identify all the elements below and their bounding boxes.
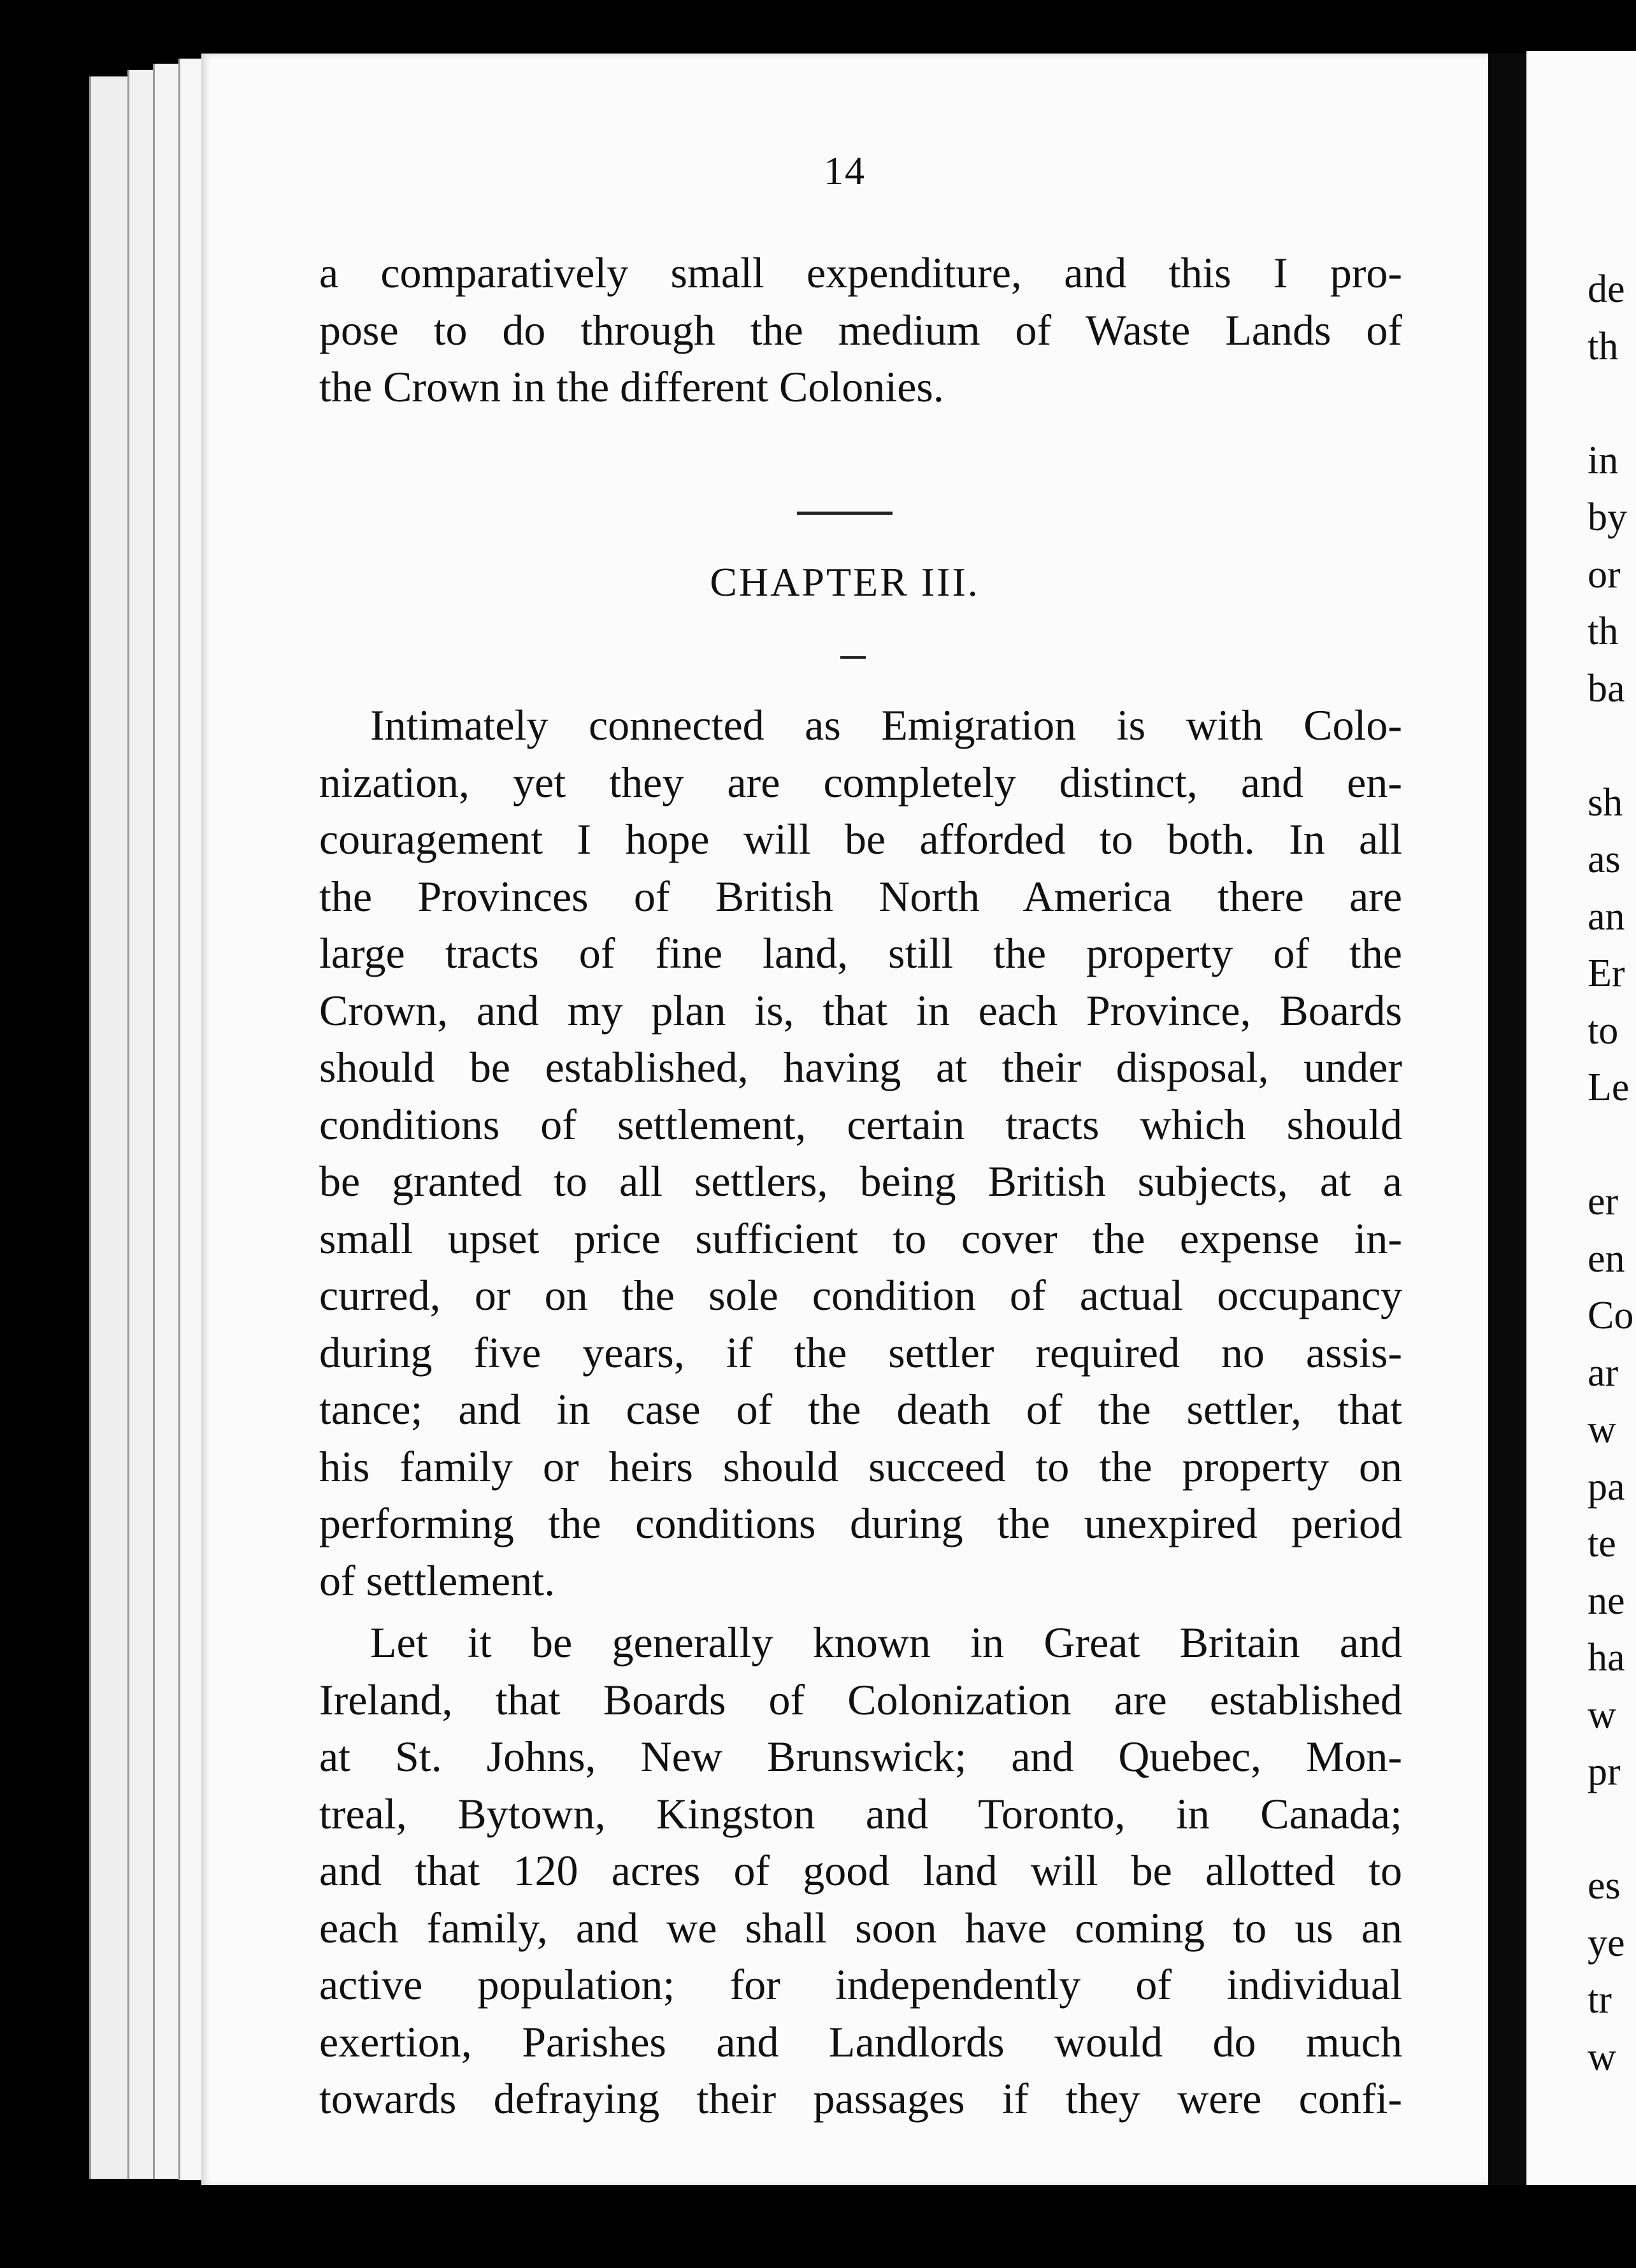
next-page-line-fragment: th: [1588, 610, 1619, 653]
next-page-line-fragment: Le: [1588, 1066, 1630, 1109]
text-line: should be established, having at their disposal, under: [319, 1043, 1402, 1091]
next-page-line-fragment: w: [1588, 1408, 1616, 1451]
page-number: 14: [824, 150, 866, 193]
text-line: exertion, Parishes and Landlords would do much: [319, 2017, 1402, 2066]
next-page-line-fragment: de: [1588, 268, 1625, 311]
text-line: curred, or on the sole condition of actual occupancy: [319, 1271, 1402, 1319]
page-edge: [153, 64, 180, 2179]
chapter-rule-top: [797, 512, 893, 515]
next-page-line-fragment: by: [1588, 496, 1627, 539]
next-page-line-fragment: w: [1588, 1693, 1616, 1737]
next-page-line-fragment: [1588, 375, 1633, 433]
next-page-line-fragment: sh: [1588, 780, 1623, 824]
next-page-line-fragment: [1588, 1117, 1633, 1174]
text-line: small upset price sufficient to cover the expense in-: [319, 1214, 1402, 1263]
next-page-line-fragment: ne: [1588, 1579, 1625, 1623]
text-line: the Crown in the different Colonies.: [319, 362, 944, 411]
text-line: performing the conditions during the unexpired period: [319, 1499, 1402, 1547]
next-page-line-fragment: or: [1588, 552, 1621, 596]
page-edge: [89, 76, 129, 2179]
text-line: at St. Johns, New Brunswick; and Quebec, Mon-: [319, 1732, 1402, 1781]
next-page-line-fragment: tr: [1588, 1978, 1612, 2021]
next-page-line-fragment: [1588, 717, 1633, 775]
next-page-line-fragment: [1588, 1801, 1633, 1858]
next-page-line-fragment: te: [1588, 1522, 1616, 1565]
text-line: towards defraying their passages if they were confi-: [319, 2074, 1402, 2123]
text-line: the Provinces of British North America there are: [319, 872, 1402, 921]
next-page-fragment: [1526, 51, 1636, 2185]
text-line: Ireland, that Boards of Colonization are established: [319, 1675, 1402, 1724]
next-page-line-fragment: th: [1588, 324, 1619, 368]
page-edge: [127, 70, 155, 2179]
text-line: a comparatively small expenditure, and this I pro-: [319, 248, 1402, 297]
paragraph-2: [319, 1614, 1402, 2128]
next-page-line-fragment: an: [1588, 894, 1625, 938]
next-page-line-fragment: pa: [1588, 1465, 1625, 1509]
text-line: during five years, if the settler required no assis-: [319, 1328, 1402, 1377]
text-line: large tracts of fine land, still the property of the: [319, 929, 1402, 977]
next-page-line-fragment: es: [1588, 1864, 1621, 1907]
next-page-line-fragment: ye: [1588, 1921, 1625, 1965]
text-line: treal, Bytown, Kingston and Toronto, in Canada;: [319, 1789, 1402, 1838]
next-page-line-fragment: ar: [1588, 1351, 1619, 1395]
text-line: be granted to all settlers, being British subjects, at a: [319, 1157, 1402, 1205]
text-line: Crown, and my plan is, that in each Province, Boards: [319, 986, 1402, 1035]
text-line: each family, and we shall soon have coming to us an: [319, 1903, 1402, 1952]
chapter-heading: CHAPTER III.: [710, 559, 980, 605]
chapter-rule-bottom: [840, 656, 866, 659]
text-line: and that 120 acres of good land will be allotted to: [319, 1846, 1402, 1895]
text-line: active population; for independently of individual: [319, 1960, 1402, 2009]
text-line: conditions of settlement, certain tracts which should: [319, 1100, 1402, 1149]
text-line: nization, yet they are completely distinct, and en-: [319, 757, 1402, 807]
text-line: tance; and in case of the death of the settler, that: [319, 1385, 1402, 1433]
next-page-line-fragment: en: [1588, 1237, 1625, 1281]
text-line: Intimately connected as Emigration is with Colo-: [370, 701, 1402, 749]
next-page-line-fragment: Er: [1588, 952, 1625, 995]
intro-text: [319, 245, 1402, 416]
text-line: couragement I hope will be afforded to both. In all: [319, 815, 1402, 863]
next-page-line-fragment: ba: [1588, 666, 1625, 710]
text-line: pose to do through the medium of Waste Lands of: [319, 305, 1402, 354]
next-page-line-fragment: pr: [1588, 1750, 1621, 1793]
next-page-line-fragment: ha: [1588, 1636, 1625, 1679]
book-gutter: [1488, 54, 1526, 2185]
text-line: his family or heirs should succeed to the property on: [319, 1442, 1402, 1491]
paragraph-1: [319, 697, 1402, 1609]
next-page-line-fragment: Co: [1588, 1294, 1634, 1337]
next-page-text: [1588, 261, 1633, 2086]
next-page-line-fragment: er: [1588, 1180, 1619, 1223]
next-page-line-fragment: w: [1588, 2035, 1616, 2079]
next-page-line-fragment: in: [1588, 438, 1619, 482]
text-line: of settlement.: [319, 1556, 556, 1605]
main-page: [201, 54, 1488, 2185]
next-page-line-fragment: as: [1588, 838, 1621, 881]
text-line: Let it be generally known in Great Britain and: [370, 1618, 1402, 1667]
next-page-line-fragment: to: [1588, 1008, 1619, 1052]
